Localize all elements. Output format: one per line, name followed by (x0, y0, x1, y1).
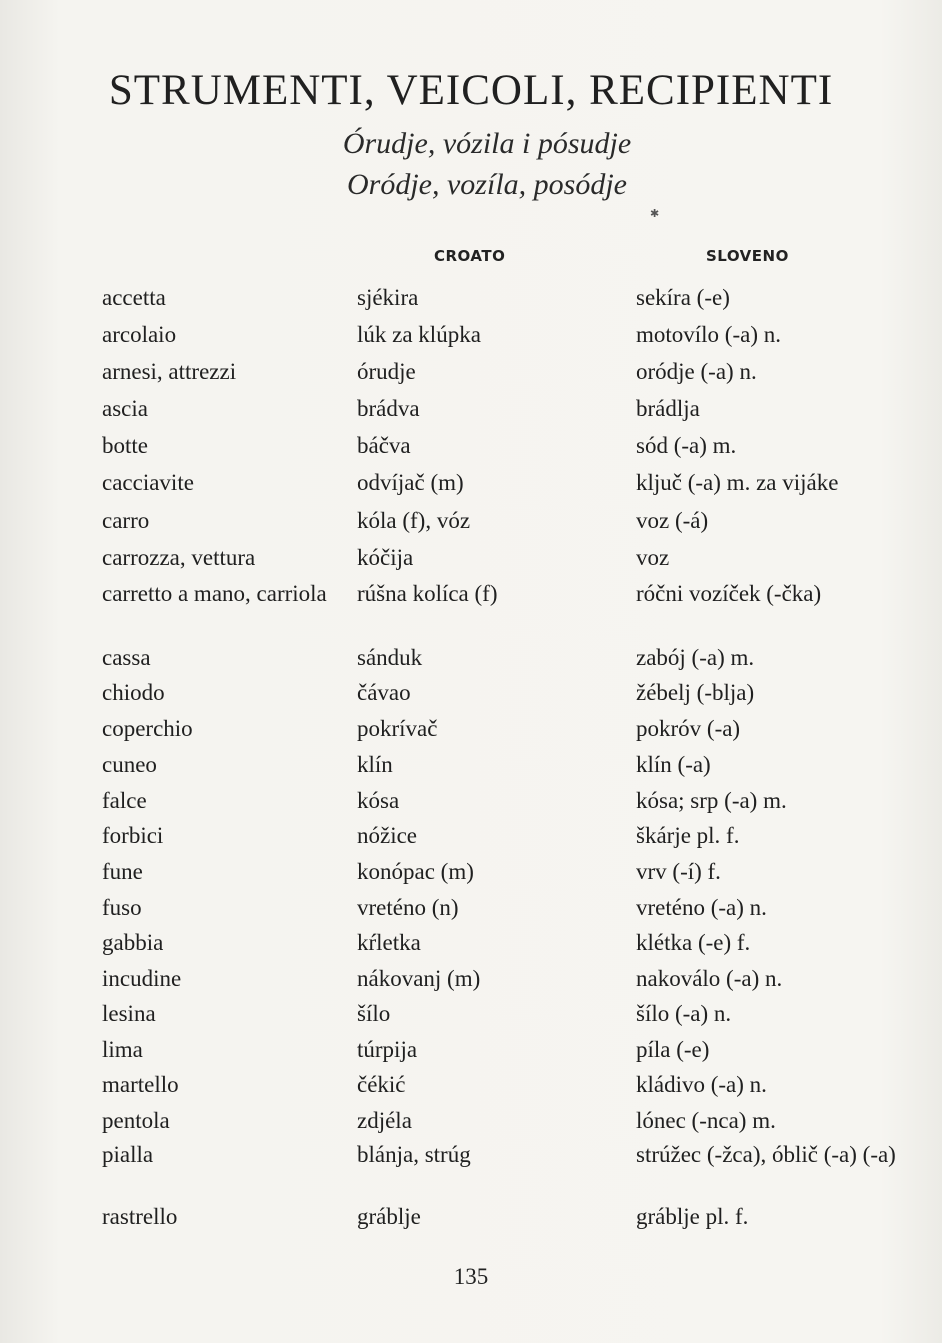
slovene-term: zabój (-a) m. (636, 645, 755, 670)
croatian-term: rúšna kolíca (f) (357, 581, 498, 606)
subtitle-croatian: Órudje, vózila i pósudje (342, 127, 632, 160)
table-row (0, 431, 942, 465)
italian-term: incudine (102, 966, 182, 991)
slovene-term: sód (-a) m. (636, 433, 737, 458)
table-row (0, 1106, 942, 1140)
table-row (0, 1035, 942, 1069)
italian-term: carretto a mano, carriola (102, 581, 327, 606)
croatian-term: kósa (357, 788, 400, 813)
croatian-term: nákovanj (m) (357, 966, 481, 991)
croatian-term: sánduk (357, 645, 423, 670)
italian-term: accetta (102, 285, 166, 310)
slovene-term: oródje (-a) n. (636, 359, 757, 384)
slovene-term: píla (-e) (636, 1037, 710, 1062)
slovene-term: žébelj (-blja) (636, 680, 755, 705)
slovene-term: klín (-a) (636, 752, 711, 777)
table-row (0, 857, 942, 891)
slovene-term: pokróv (-a) (636, 716, 741, 741)
croatian-term: čávao (357, 680, 411, 705)
table-row (0, 283, 942, 317)
table-row (0, 579, 942, 643)
croatian-term: kóčija (357, 545, 414, 570)
italian-term: ascia (102, 396, 148, 421)
slovene-term: voz (-á) (636, 508, 709, 533)
italian-term: carrozza, vettura (102, 545, 256, 570)
italian-term: gabbia (102, 930, 164, 955)
croatian-term: odvíjač (m) (357, 470, 464, 495)
slovene-term: kládivo (-a) n. (636, 1072, 767, 1097)
italian-term: botte (102, 433, 148, 458)
italian-term: arnesi, attrezzi (102, 359, 237, 384)
slovene-term: róčni vozíček (-čka) (636, 581, 822, 606)
table-row (0, 320, 942, 354)
slovene-term: strúžec (-žca), óblič (-a) (-a) (636, 1142, 896, 1167)
italian-term: fune (102, 859, 143, 884)
table-row (0, 1140, 942, 1204)
table-row (0, 678, 942, 712)
italian-term: pentola (102, 1108, 170, 1133)
croatian-term: báčva (357, 433, 411, 458)
croatian-term: kóla (f), vóz (357, 508, 471, 533)
slovene-term: klétka (-e) f. (636, 930, 751, 955)
croatian-term: konópac (m) (357, 859, 474, 884)
page-title: STRUMENTI, VEICOLI, RECIPIENTI (108, 67, 834, 114)
italian-term: cuneo (102, 752, 157, 777)
croatian-term: gráblje (357, 1204, 421, 1229)
italian-term: forbici (102, 823, 164, 848)
ornament-icon: ✱ (650, 208, 660, 220)
croatian-term: túrpija (357, 1037, 418, 1062)
slovene-term: brádlja (636, 396, 700, 421)
italian-term: martello (102, 1072, 179, 1097)
slovene-term: motovílo (-a) n. (636, 322, 781, 347)
column-header-sloveno: SLOVENO (706, 247, 789, 265)
croatian-term: blánja, strúg (357, 1142, 471, 1167)
table-row (0, 964, 942, 998)
italian-term: lesina (102, 1001, 156, 1026)
italian-term: falce (102, 788, 147, 813)
table-row (0, 643, 942, 677)
croatian-term: kŕletka (357, 930, 421, 955)
table-row (0, 543, 942, 577)
slovene-term: gráblje pl. f. (636, 1204, 749, 1229)
table-row (0, 468, 942, 502)
slovene-term: sekíra (-e) (636, 285, 730, 310)
italian-term: arcolaio (102, 322, 177, 347)
table-row (0, 821, 942, 855)
italian-term: pialla (102, 1142, 154, 1167)
croatian-term: klín (357, 752, 393, 777)
croatian-term: pokrívač (357, 716, 438, 741)
table-row (0, 893, 942, 927)
italian-term: carro (102, 508, 150, 533)
croatian-term: čékić (357, 1072, 406, 1097)
italian-term: cacciavite (102, 470, 194, 495)
italian-term: cassa (102, 645, 151, 670)
table-row (0, 357, 942, 391)
slovene-term: lónec (-nca) m. (636, 1108, 776, 1133)
italian-term: coperchio (102, 716, 193, 741)
slovene-term: nakoválo (-a) n. (636, 966, 783, 991)
slovene-term: vreténo (-a) n. (636, 895, 767, 920)
croatian-term: sjékira (357, 285, 419, 310)
croatian-term: lúk za klúpka (357, 322, 481, 347)
table-row (0, 714, 942, 748)
italian-term: rastrello (102, 1204, 178, 1229)
italian-term: fuso (102, 895, 142, 920)
slovene-term: voz (636, 545, 670, 570)
italian-term: lima (102, 1037, 143, 1062)
table-row (0, 786, 942, 820)
subtitle-slovene: Oródje, vozíla, posódje (347, 168, 627, 201)
page-number: 135 (453, 1264, 489, 1289)
slovene-term: šílo (-a) n. (636, 1001, 732, 1026)
slovene-term: ključ (-a) m. za vijáke (636, 470, 839, 495)
croatian-term: šílo (357, 1001, 391, 1026)
table-row (0, 506, 942, 540)
table-row (0, 999, 942, 1033)
croatian-term: nóžice (357, 823, 418, 848)
slovene-term: kósa; srp (-a) m. (636, 788, 787, 813)
table-row (0, 1202, 942, 1236)
croatian-term: órudje (357, 359, 416, 384)
table-row (0, 1070, 942, 1104)
column-header-croato: CROATO (434, 247, 506, 265)
table-row (0, 928, 942, 962)
croatian-term: zdjéla (357, 1108, 412, 1133)
table-row (0, 394, 942, 428)
croatian-term: vreténo (n) (357, 895, 459, 920)
slovene-term: škárje pl. f. (636, 823, 740, 848)
croatian-term: brádva (357, 396, 420, 421)
table-row (0, 750, 942, 784)
slovene-term: vrv (-í) f. (636, 859, 721, 884)
italian-term: chiodo (102, 680, 165, 705)
